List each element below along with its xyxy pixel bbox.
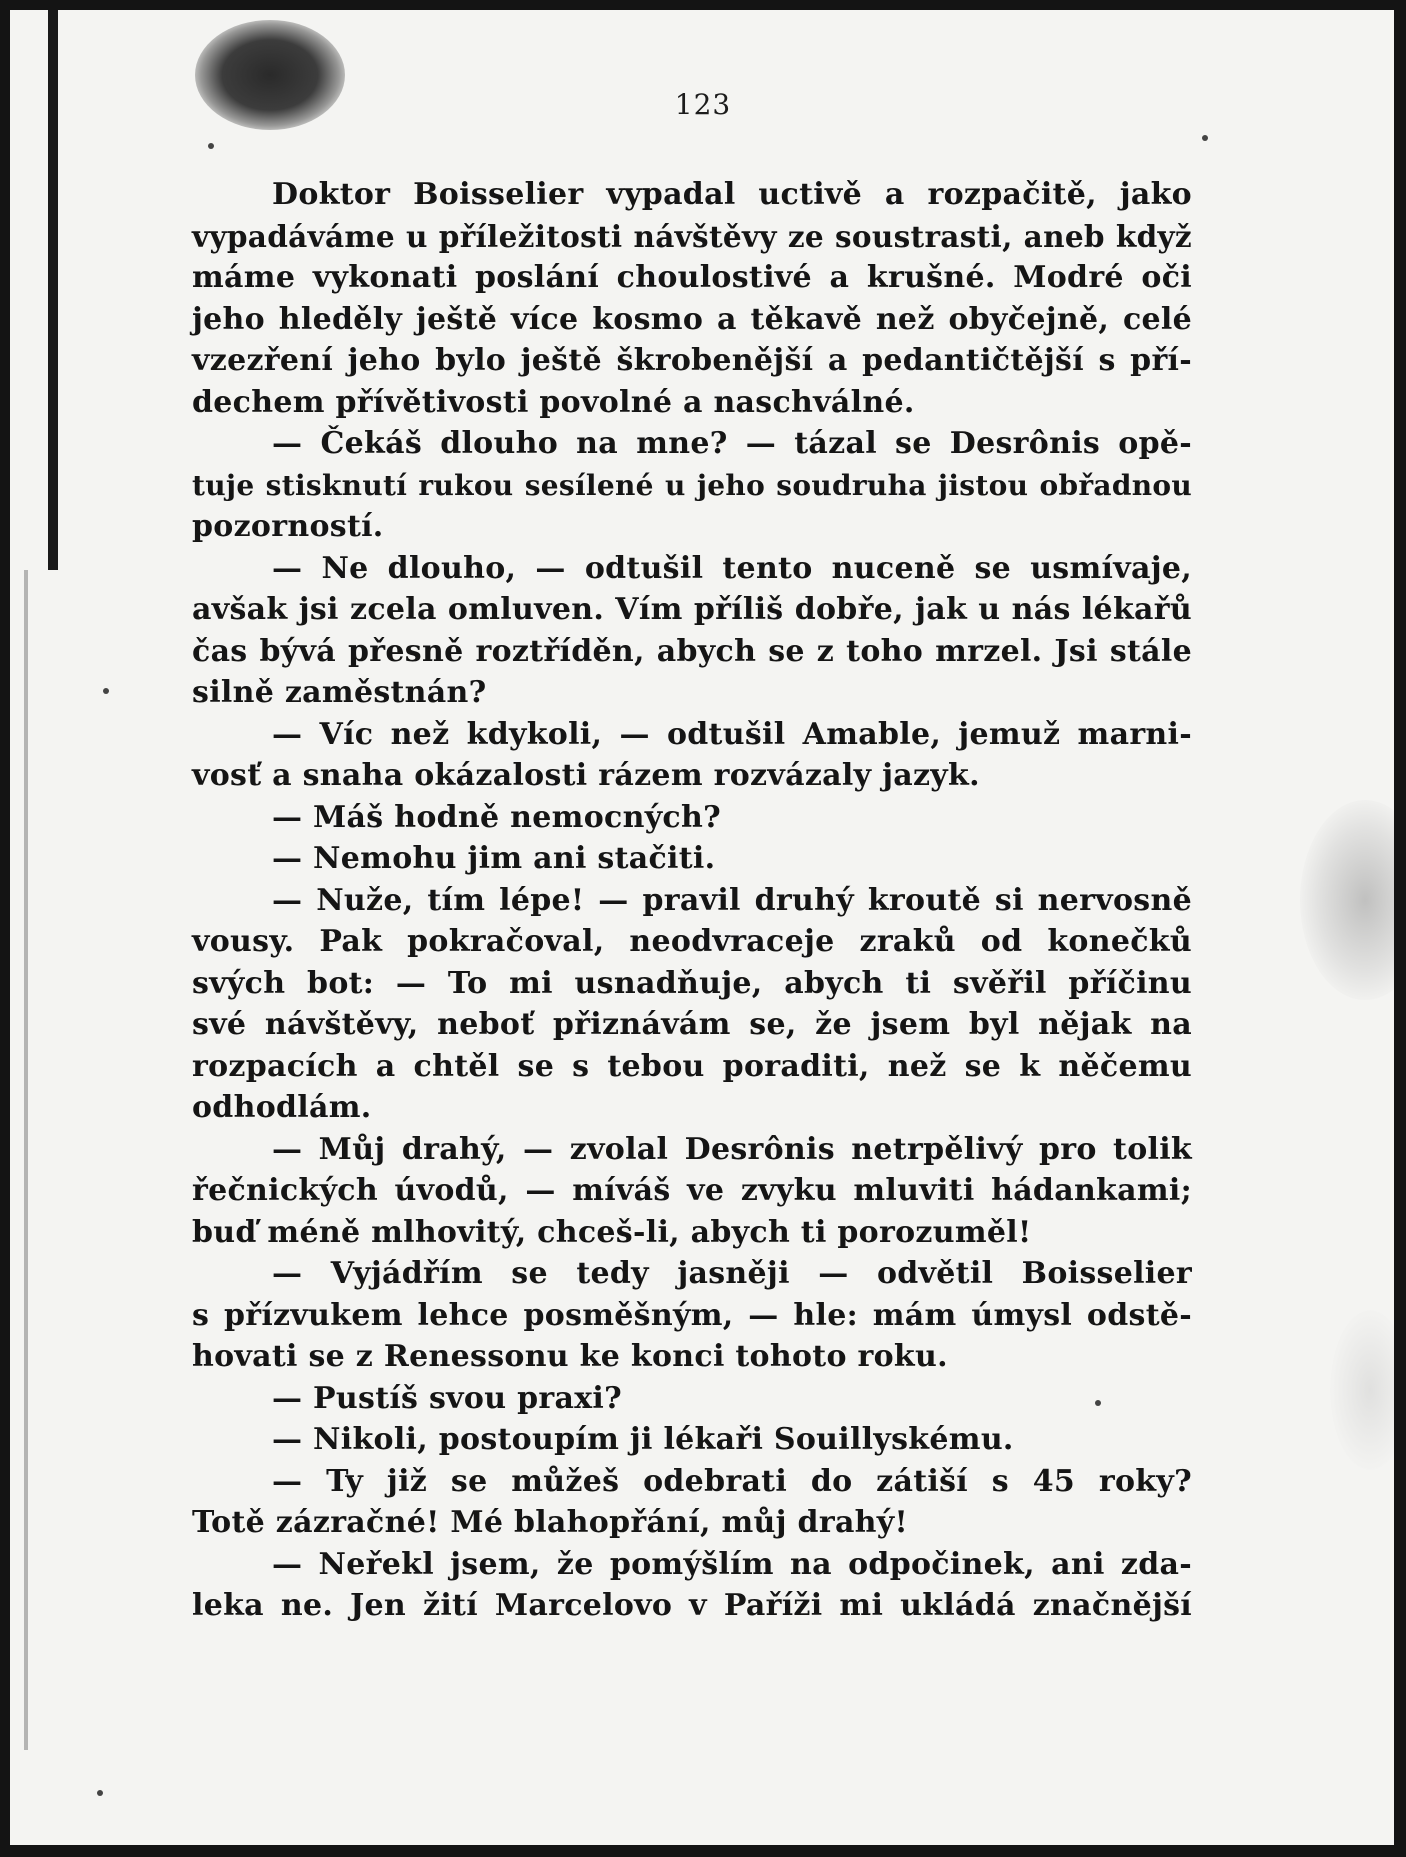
text-line: — Můj drahý, — zvolal Desrônis netrpělivý pro tolik — [272, 1131, 1192, 1167]
text-line: vosť a snaha okázalosti rázem rozvázaly jazyk. — [192, 758, 980, 793]
page-stain — [1300, 800, 1394, 1000]
text-line: řečnických úvodů, — míváš ve zvyku mluviti hádankami; — [192, 1173, 1192, 1208]
text-line: — Máš hodně nemocných? — [272, 799, 721, 835]
binding-shadow-lower — [24, 570, 28, 1750]
text-line: své návštěvy, neboť přiznávám se, že jsem byl nějak na — [192, 1007, 1192, 1042]
text-line: rozpacích a chtěl se s tebou poraditi, než se k něčemu — [192, 1048, 1192, 1084]
text-line: — Pustíš svou praxi? — [272, 1380, 622, 1416]
text-line: — Vyjádřím se tedy jasněji — odvětil Boisselier — [272, 1256, 1192, 1291]
speck — [103, 688, 109, 694]
text-line: — Nemohu jim ani stačiti. — [272, 841, 716, 876]
page-stain — [1330, 1310, 1394, 1470]
page-number: 123 — [674, 88, 732, 121]
text-line: dechem přívětivosti povolné a naschválné. — [192, 384, 915, 420]
text-line: pozorností. — [192, 509, 384, 544]
speck — [97, 1790, 103, 1796]
text-line: Totě zázračné! Mé blahopřání, můj drahý! — [192, 1505, 908, 1540]
text-line: vypadáváme u příležitosti návštěvy ze soustrasti, aneb když — [192, 218, 1192, 254]
text-line: silně zaměstnán? — [192, 675, 487, 710]
text-line: avšak jsi zcela omluven. Vím příliš dobře, jak u nás lékařů — [192, 592, 1192, 627]
text-line: — Nuže, tím lépe! — pravil druhý kroutě si nervosně — [272, 882, 1192, 918]
text-line: odhodlám. — [192, 1090, 372, 1125]
speck — [208, 143, 214, 149]
text-line: jeho hleděly ještě více kosmo a těkavě než obyčejně, celé — [192, 301, 1192, 337]
text-line: vousy. Pak pokračoval, neodvraceje zraků od konečků — [192, 924, 1192, 959]
text-line: čas bývá přesně roztříděn, abych se z toho mrzel. Jsi stále — [192, 633, 1192, 669]
text-line: máme vykonati poslání choulostivé a krušné. Modré oči — [192, 260, 1192, 295]
text-line: leka ne. Jen žití Marcelovo v Paříži mi ukládá značnější — [192, 1588, 1192, 1623]
text-line: s přízvukem lehce posměšným, — hle: mám úmysl odstě- — [192, 1297, 1192, 1333]
text-line: tuje stisknutí rukou sesílené u jeho soudruha jistou obřadnou — [192, 468, 1192, 502]
text-line: — Víc než kdykoli, — odtušil Amable, jemuž marni- — [272, 716, 1192, 752]
text-line: — Nikoli, postoupím ji lékaři Souillyskému. — [272, 1422, 1014, 1457]
body-text — [192, 174, 1192, 1627]
text-line: Doktor Boisselier vypadal uctivě a rozpačitě, jako — [272, 177, 1192, 212]
text-line: hovati se z Renessonu ke konci tohoto roku. — [192, 1339, 948, 1374]
speck — [1202, 135, 1208, 141]
text-line: buď méně mlhovitý, chceš-li, abych ti porozuměl! — [192, 1214, 1032, 1250]
text-line: vzezření jeho bylo ještě škrobenější a pedantičtější s pří- — [192, 343, 1192, 378]
text-line: svých bot: — To mi usnadňuje, abych ti svěřil příčinu — [192, 965, 1192, 1001]
text-line: — Ty již se můžeš odebrati do zátiší s 45 roky? — [272, 1463, 1192, 1499]
text-line: — Čekáš dlouho na mne? — tázal se Desrônis opě- — [272, 426, 1192, 461]
text-line: — Neřekl jsem, že pomýšlím na odpočinek, ani zda- — [272, 1546, 1192, 1582]
text-line: — Ne dlouho, — odtušil tento nuceně se usmívaje, — [272, 550, 1192, 586]
